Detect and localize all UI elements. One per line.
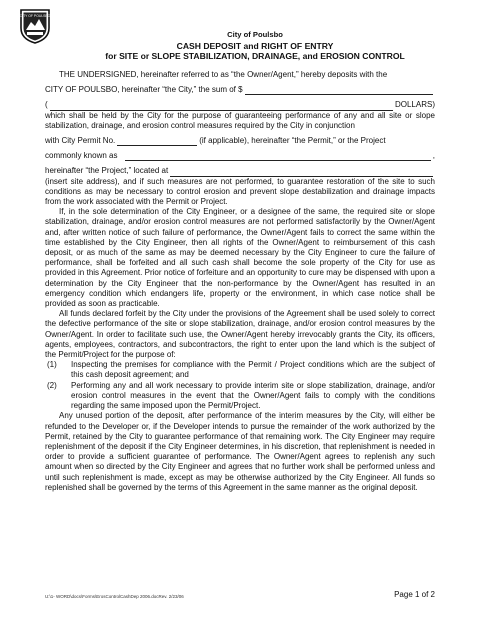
intro-line: THE UNDERSIGNED, hereinafter referred to as “the Owner/Agent,” hereby deposits with the	[59, 70, 388, 79]
list-item-text: Performing any and all work necessary to provide interim site or slope stabilization, drainage, and/or erosion control measures in the event that the Owner/Agent fails to comply with the conditions regarding the same imposed upon the Permit/Project.	[71, 380, 435, 411]
list-item-text: Inspecting the premises for compliance with the Permit / Project conditions which are the subject of this cash deposit agreement; and	[71, 360, 435, 380]
permit-row	[45, 136, 435, 146]
file-path: U:\1- WORD\docs\Forms\ErosControlCashDep 2006.docRev. 2/23/06	[45, 594, 184, 599]
seal-text: CITY OF POULSBO	[19, 14, 51, 18]
document-title: CASH DEPOSIT and RIGHT OF ENTRY	[176, 40, 334, 51]
located-label: hereinafter “the Project,” located at	[45, 166, 169, 176]
sum-amount-field[interactable]	[245, 86, 433, 95]
city-seal-logo	[18, 8, 52, 44]
restoration-text: (insert site address), and if such measures are not performed, to guarantee restoration of the site to such conditions as may be necessary to control erosion and prevent slope destabilization and drainage impacts from the work associated with the Permit or Project.	[45, 176, 435, 207]
known-as-row	[45, 151, 435, 161]
dollars-words-field[interactable]	[50, 102, 393, 111]
document-subtitle: for SITE or SLOPE STABILIZATION, DRAINAGE, and EROSION CONTROL	[105, 51, 405, 61]
purpose-list	[45, 360, 435, 411]
permit-suffix: (if applicable), hereinafter “the Permit,” or the Project	[199, 136, 386, 146]
dollars-row	[45, 100, 435, 110]
purpose-text: which shall be held by the City for the purpose of guaranteeing performance of any and all site or slope stabilization, drainage, and erosion control measures required by the City in conjunction	[45, 110, 435, 130]
known-as-comma: ,	[432, 151, 435, 161]
located-row	[45, 166, 435, 176]
agreement-body	[45, 70, 435, 493]
permit-number-field[interactable]	[117, 137, 197, 146]
list-item-number: (1)	[47, 360, 57, 370]
project-name-field[interactable]	[125, 152, 430, 161]
permit-label: with City Permit No.	[45, 136, 116, 146]
list-item-number: (2)	[47, 380, 57, 390]
forfeiture-paragraph: If, in the sole determination of the City Engineer, or a designee of the same, the required site or slope stabilization, drainage, and/or erosion control measures are not performed satisfactorily by the Owner/Agent and, after written notice of such failure of performance, the Owner/Agent fails to correct the same within the time established by the City Engineer, then all rights of the Owner/Agent to reimbursement of this cash deposit, or as much of the same as may be deemed necessary by the City Engineer to cure the failure of performance, shall be forfeited and all such cash shall become the sole property of the City for use as provided in this Agreement. Prior notice of forfeiture and an opportunity to cure may be dispensed with upon a determination by the City Engineer that the non-performance by the Owner/Agent has resulted in an emergency condition which endangers life, property or the environment, in which case notice shall be provided as soon as practicable.	[45, 207, 435, 309]
document-header	[60, 30, 450, 62]
unused-deposit-paragraph: Any unused portion of the deposit, after performance of the interim measures by the City, will either be refunded to the Developer or, if the Developer intends to pursue the remainder of the work authorized by the Permit, retained by the City to guarantee performance of that remaining work. The City Engineer may require replenishment of the deposit if the City Engineer determines, in his discretion, that replenishment is needed in order to provide a sufficient guarantee of performance. The Owner/Agent agrees to replenish any such amount when so directed by the City Engineer and agrees that no further work shall be performed unless and until such replenishment is made, except as may be otherwise authorized by the City Engineer. All funds so replenished shall be governed by the terms of this Agreement in the same manner as the original deposit.	[45, 411, 435, 492]
dollars-label: DOLLARS)	[394, 100, 435, 110]
known-as-label: commonly known as	[45, 151, 118, 161]
paren-open: (	[45, 100, 48, 110]
site-address-field[interactable]	[170, 168, 433, 177]
city-name: City of Poulsbo	[227, 30, 283, 39]
list-item	[45, 360, 435, 380]
sum-label: CITY OF POULSBO, hereinafter “the City,” the sum of $	[45, 85, 243, 95]
right-of-entry-paragraph: All funds declared forfeit by the City under the provisions of the Agreement shall be used solely to correct the defective performance of the site or slope stabilization, drainage, and/or erosion control measures by the Owner/Agent. In order to facilitate such use, the Owner/Agent hereby irrevocably grants the City, its officers, agents, employees, contractors, and subcontractors, the right to enter upon the land which is the subject of the Permit/Project for the purpose of:	[45, 309, 435, 360]
sum-row	[45, 85, 435, 95]
page-number: Page 1 of 2	[394, 590, 435, 599]
list-item	[45, 381, 435, 412]
